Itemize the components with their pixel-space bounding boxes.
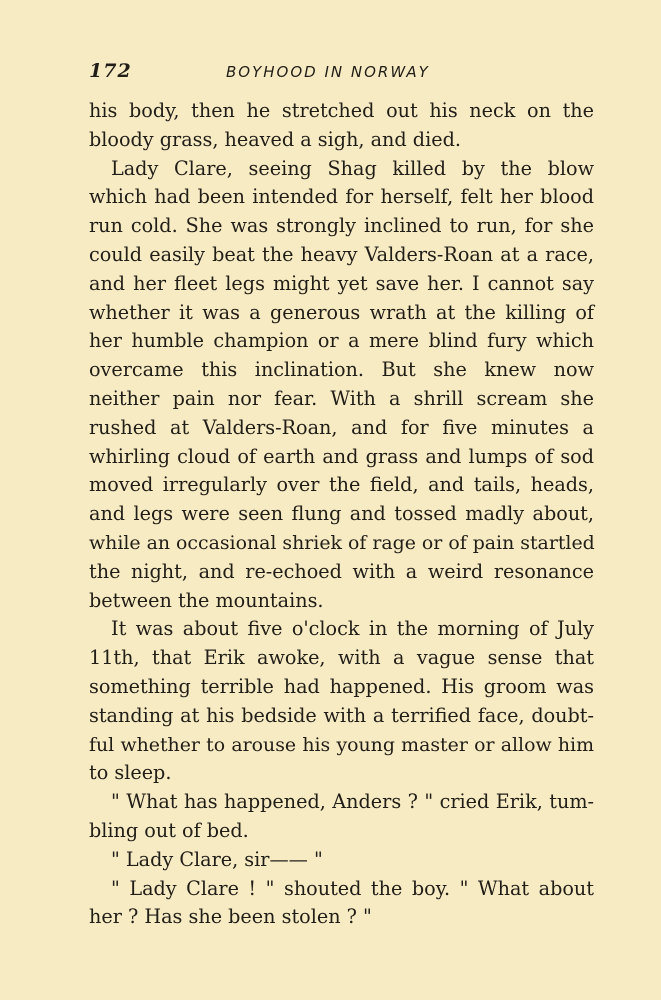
page-number: 172 <box>89 60 132 82</box>
body-text <box>89 97 594 932</box>
text-line: neither pain nor fear. With a shrill scream she <box>89 386 594 410</box>
text-line: ful whether to arouse his young master or allow him <box>89 733 594 756</box>
text-line: rushed at Valders-Roan, and for five minutes a <box>89 415 594 439</box>
text-line: 11th, that Erik awoke, with a vague sense that <box>89 646 594 670</box>
text-line: standing at his bedside with a terrified face, doubt- <box>89 703 594 727</box>
text-line: which had been intended for herself, felt her blood <box>89 185 594 209</box>
text-line: " Lady Clare, sir—— " <box>111 847 323 871</box>
text-line: run cold. She was strongly inclined to run, for she <box>89 214 594 238</box>
text-line: her ? Has she been stolen ? " <box>89 905 372 929</box>
text-line: whirling cloud of earth and grass and lumps of sod <box>89 444 594 468</box>
text-line: Lady Clare, seeing Shag killed by the blow <box>111 156 594 180</box>
text-line: and her fleet legs might yet save her. I cannot say <box>89 271 594 295</box>
text-line: while an occasional shriek of rage or of pain startled <box>89 531 595 554</box>
running-title: BOYHOOD IN NORWAY <box>226 63 430 81</box>
running-header <box>89 60 594 84</box>
text-line: the night, and re-echoed with a weird resonance <box>89 559 594 583</box>
text-line: his body, then he stretched out his neck on the <box>89 99 594 122</box>
text-line: her humble champion or a mere blind fury which <box>89 329 594 353</box>
text-line: " Lady Clare ! " shouted the boy. " What about <box>111 876 594 900</box>
text-line: between the mountains. <box>89 588 324 612</box>
text-line: It was about five o'clock in the morning of July <box>111 617 594 641</box>
text-line: to sleep. <box>89 761 172 785</box>
text-line: and legs were seen flung and tossed madly about, <box>89 502 594 526</box>
text-line: could easily beat the heavy Valders-Roan at a race, <box>89 242 594 266</box>
text-line: something terrible had happened. His groom was <box>89 674 594 698</box>
text-line: overcame this inclination. But she knew now <box>89 358 594 382</box>
text-line: " What has happened, Anders ? " cried Erik, tum- <box>111 790 594 814</box>
text-line: bloody grass, heaved a sigh, and died. <box>89 127 461 151</box>
text-line: whether it was a generous wrath at the killing of <box>89 300 594 324</box>
text-line: moved irregularly over the field, and tails, heads, <box>89 473 594 497</box>
text-line: bling out of bed. <box>89 818 249 842</box>
